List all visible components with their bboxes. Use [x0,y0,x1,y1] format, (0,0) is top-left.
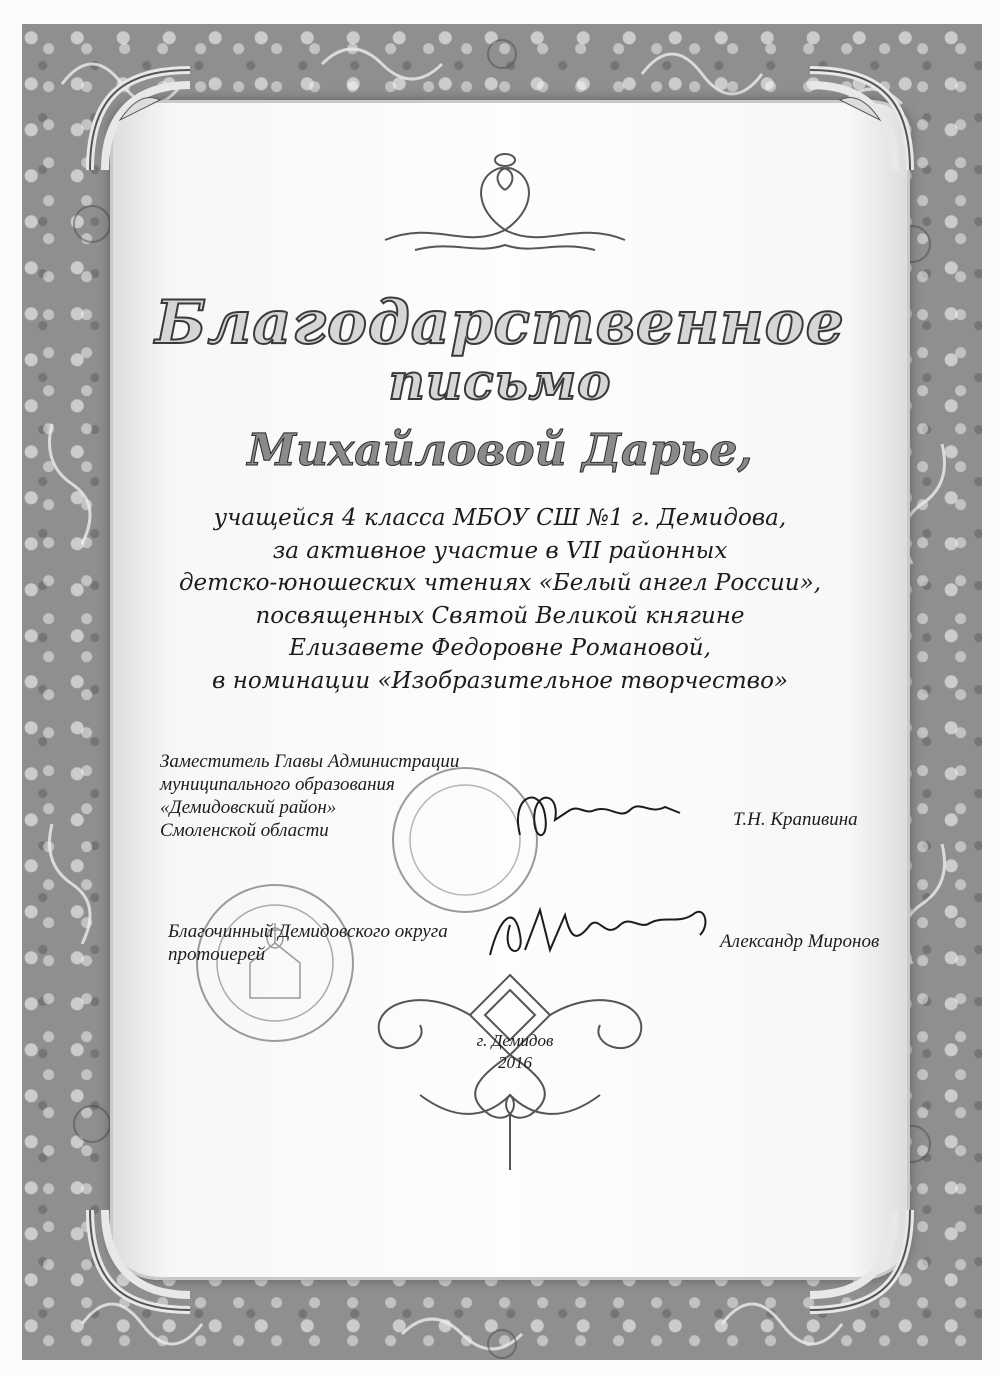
body-line: учащейся 4 класса МБОУ СШ №1 г. Демидова, [213,505,787,531]
document-title-second-line: письмо [388,352,612,411]
body-line: за активное участие в VII районных [272,537,728,564]
signature-1 [500,775,700,855]
corner-ornament-icon [80,60,200,180]
letter-body [150,502,850,697]
body-line: детско-юношеских чтениях «Белый ангел России», [178,570,822,596]
body-line: посвященных Святой Великой княгине [255,602,745,629]
issue-place: г. Демидов [476,1031,554,1050]
signatory2-position: Благочинный Демидовского округа протоиерей [168,921,448,965]
body-line: Елизавете Федоровне Романовой, [289,635,711,661]
document-title: Благодарственное [155,288,845,358]
corner-ornament-icon [800,1200,920,1320]
corner-ornament-icon [80,1200,200,1320]
signature-2 [480,895,720,975]
signatory1-position: Заместитель Главы Администрации муниципального образования «Демидовский район» Смоленской области [160,751,460,841]
issue-place-date [455,1030,575,1074]
top-flourish-icon [375,150,635,260]
issue-year: 2016 [498,1053,532,1072]
signatory1-name: Т.Н. Крапивина [733,809,858,830]
recipient-name: Михайловой Дарье, [247,425,753,476]
signatory2-name: Александр Миронов [720,931,880,952]
body-line: в номинации «Изобразительное творчество» [212,667,788,694]
corner-ornament-icon [800,60,920,180]
